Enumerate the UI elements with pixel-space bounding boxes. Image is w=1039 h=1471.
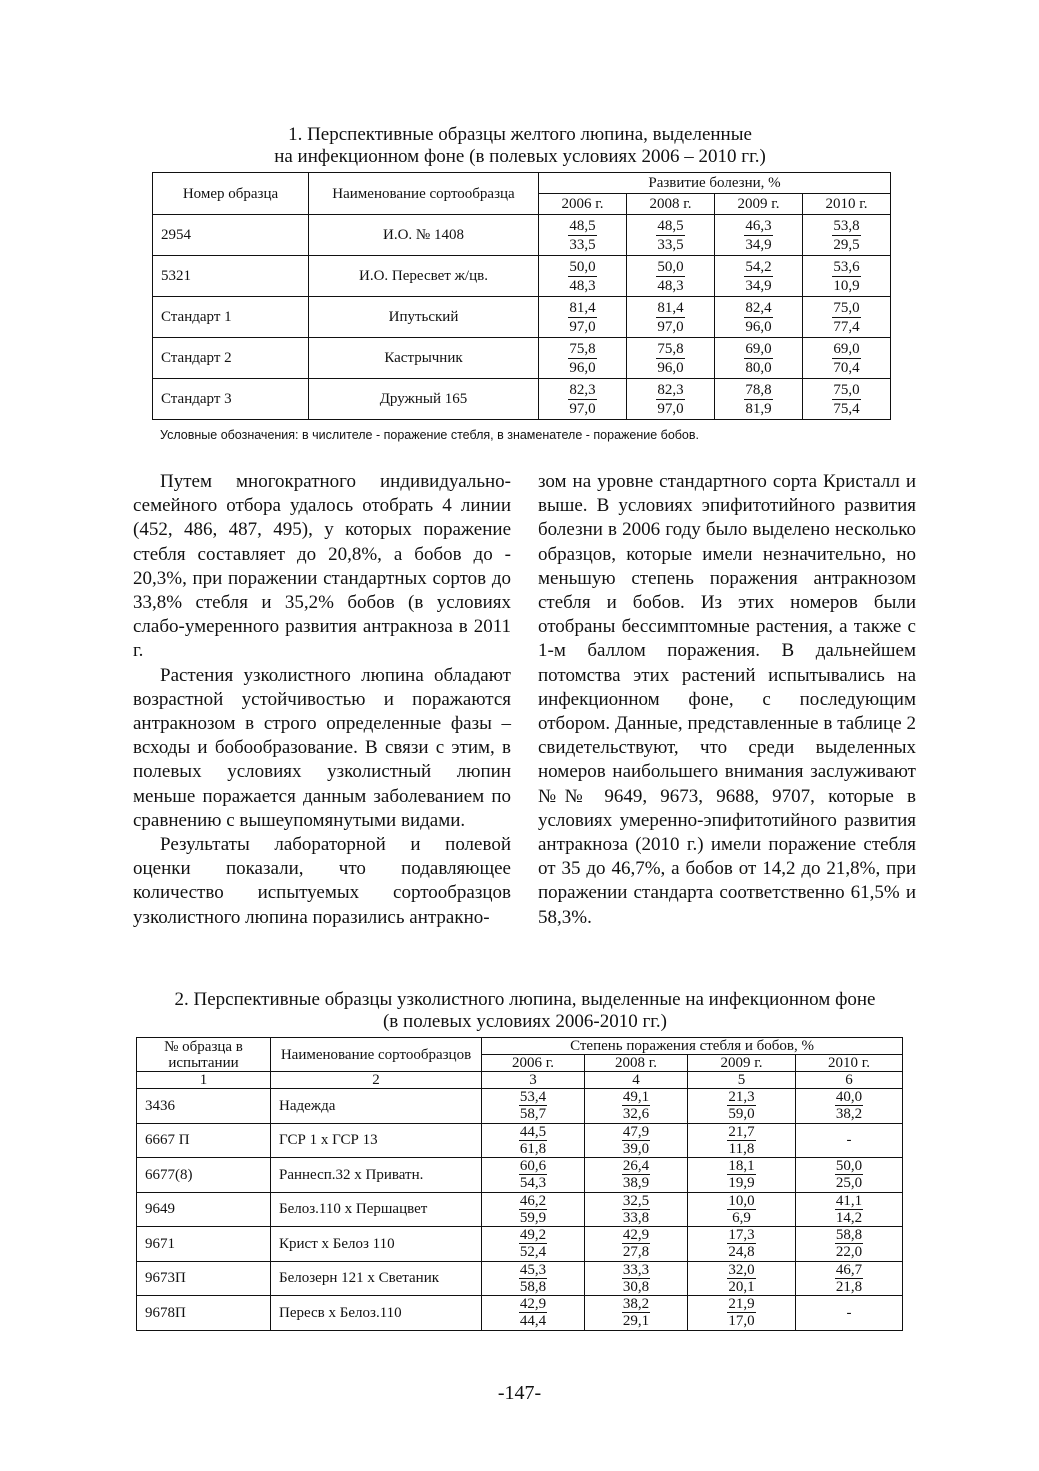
fraction <box>835 1262 863 1295</box>
sample-name-cell: Белозерн 121 х Светаник <box>271 1261 482 1296</box>
fraction <box>832 340 860 377</box>
value-cell <box>627 338 715 379</box>
fraction <box>832 381 860 418</box>
table2-colnum: 6 <box>796 1072 903 1089</box>
fraction <box>727 1124 755 1157</box>
table-row <box>137 1192 903 1227</box>
pod-damage-value: 70,4 <box>833 359 860 376</box>
value-cell <box>688 1296 796 1331</box>
fraction <box>727 1296 755 1329</box>
table1-header-year: 2006 г. <box>539 194 627 215</box>
table-row <box>137 1227 903 1262</box>
sample-name-cell: Белоз.110 х Першацвет <box>271 1192 482 1227</box>
pod-damage-value: 75,4 <box>833 400 860 417</box>
pod-damage-value: 38,9 <box>622 1175 650 1192</box>
value-cell <box>482 1261 585 1296</box>
pod-damage-value: 52,4 <box>519 1244 547 1261</box>
table1-header-number: Номер образца <box>153 173 309 215</box>
table-row <box>137 1123 903 1158</box>
value-cell <box>585 1227 688 1262</box>
table2-header-name: Наименование сортообразцов <box>271 1038 482 1072</box>
value-cell <box>585 1296 688 1331</box>
fraction <box>622 1262 650 1295</box>
stem-damage-value: 45,3 <box>519 1261 547 1278</box>
pod-damage-value: 30,8 <box>622 1278 650 1295</box>
stem-damage-value: 50,0 <box>835 1158 863 1175</box>
value-cell <box>627 215 715 256</box>
fraction <box>744 217 772 254</box>
stem-damage-value: 21,9 <box>728 1296 755 1313</box>
value-cell <box>688 1089 796 1124</box>
table2-header-year: 2006 г. <box>482 1055 585 1072</box>
stem-damage-value: 75,0 <box>833 381 860 398</box>
pod-damage-value: 77,4 <box>833 318 860 335</box>
fraction <box>835 1089 863 1122</box>
pod-damage-value: 80,0 <box>745 359 772 376</box>
table2-colnum: 1 <box>137 1072 271 1089</box>
fraction <box>727 1158 755 1191</box>
value-cell <box>715 215 803 256</box>
value-cell <box>803 338 891 379</box>
fraction <box>519 1158 547 1191</box>
pod-damage-value: 59,9 <box>519 1209 547 1226</box>
value-cell <box>803 297 891 338</box>
sample-name-cell: И.О. Пересвет ж/цв. <box>309 256 539 297</box>
pod-damage-value: 6,9 <box>732 1209 751 1226</box>
stem-damage-value: 21,3 <box>728 1089 755 1106</box>
stem-damage-value: 46,3 <box>745 217 772 234</box>
pod-damage-value: 19,9 <box>728 1175 755 1192</box>
stem-damage-value: 26,4 <box>622 1158 650 1175</box>
pod-damage-value: 59,0 <box>728 1106 755 1123</box>
stem-damage-value: 82,4 <box>745 299 772 316</box>
fraction <box>727 1193 755 1226</box>
fraction <box>832 217 860 254</box>
stem-damage-value: 21,7 <box>728 1123 755 1140</box>
stem-damage-value: 46,2 <box>519 1192 547 1209</box>
value-cell <box>539 338 627 379</box>
stem-damage-value: 82,3 <box>657 381 684 398</box>
stem-damage-value: 17,3 <box>728 1227 755 1244</box>
fraction <box>622 1089 650 1122</box>
pod-damage-value: 97,0 <box>569 400 596 417</box>
table-row <box>137 1089 903 1124</box>
pod-damage-value: 58,8 <box>519 1278 547 1295</box>
fraction <box>519 1227 547 1260</box>
sample-number-cell: 3436 <box>137 1089 271 1124</box>
pod-damage-value: 81,9 <box>745 400 772 417</box>
value-cell <box>539 379 627 420</box>
stem-damage-value: 46,7 <box>835 1261 863 1278</box>
stem-damage-value: 69,0 <box>745 340 772 357</box>
table-row <box>153 379 891 420</box>
stem-damage-value: 41,1 <box>835 1192 863 1209</box>
table1-legend: Условные обозначения: в числителе - поражение стебля, в знаменателе - поражение бобов. <box>160 428 699 442</box>
table-row <box>137 1296 903 1331</box>
pod-damage-value: 96,0 <box>569 359 596 376</box>
pod-damage-value: 33,5 <box>657 236 684 253</box>
sample-number-cell: Стандарт 1 <box>153 297 309 338</box>
stem-damage-value: 42,9 <box>519 1296 547 1313</box>
value-cell <box>715 297 803 338</box>
stem-damage-value: 78,8 <box>745 381 772 398</box>
sample-number-cell: 6667 П <box>137 1123 271 1158</box>
stem-damage-value: 48,5 <box>657 217 684 234</box>
paragraph: зом на уровне стандартного сорта Кристалл и выше. В условиях эпифитотийного развития болезни в 2006 году было выделено несколько образцов, которые имели незначительно, но меньшую степень поражения антракнозом стебля и бобов. Из этих номеров были отобраны бессимптомные растения, а также с 1-м баллом поражения. В дальнейшем потомства этих растений испытывались на инфекционном фоне, с последующим отбором. Данные, представленные в таблице 2 свидетельствуют, что среди выделенных номеров наибольшего внимания заслуживают №№ 9649, 9673, 9688, 9707, которые в условиях умеренно-эпифитотийного развития антракноза (2010 г.) имели поражение стебля от 35 до 46,7%, а бобов от 14,2 до 21,8%, при поражении стандарта соответственно 61,5% и 58,3%. <box>538 471 916 928</box>
value-cell: - <box>796 1123 903 1158</box>
value-cell <box>796 1089 903 1124</box>
sample-number-cell: 9649 <box>137 1192 271 1227</box>
pod-damage-value: 39,0 <box>622 1140 650 1157</box>
sample-number-cell: Стандарт 2 <box>153 338 309 379</box>
table2-caption <box>110 989 940 1033</box>
sample-name-cell: Кастрычник <box>309 338 539 379</box>
fraction <box>568 258 596 295</box>
table1-caption-line1: 1. Перспективные образцы желтого люпина, выделенные <box>288 124 752 145</box>
fraction <box>519 1089 547 1122</box>
fraction <box>744 381 772 418</box>
sample-name-cell: Надежда <box>271 1089 482 1124</box>
fraction <box>622 1193 650 1226</box>
table1-header-group: Развитие болезни, % <box>539 173 891 194</box>
fraction <box>656 299 684 336</box>
fraction <box>656 381 684 418</box>
pod-damage-value: 33,8 <box>622 1209 650 1226</box>
stem-damage-value: 53,6 <box>833 258 860 275</box>
table2-header-number: № образца в испытании <box>137 1038 271 1072</box>
fraction <box>568 299 596 336</box>
pod-damage-value: 33,5 <box>569 236 596 253</box>
value-cell <box>482 1158 585 1193</box>
stem-damage-value: 54,2 <box>745 258 772 275</box>
pod-damage-value: 34,9 <box>745 277 772 294</box>
pod-damage-value: 38,2 <box>835 1106 863 1123</box>
pod-damage-value: 24,8 <box>728 1244 755 1261</box>
pod-damage-value: 54,3 <box>519 1175 547 1192</box>
value-cell <box>482 1123 585 1158</box>
stem-damage-value: 42,9 <box>622 1227 650 1244</box>
table2-header-year: 2010 г. <box>796 1055 903 1072</box>
fraction <box>568 381 596 418</box>
stem-damage-value: 81,4 <box>569 299 596 316</box>
pod-damage-value: 17,0 <box>728 1313 755 1330</box>
stem-damage-value: 60,6 <box>519 1158 547 1175</box>
value-cell <box>627 256 715 297</box>
stem-damage-value: 69,0 <box>833 340 860 357</box>
sample-name-cell: ГСР 1 х ГСР 13 <box>271 1123 482 1158</box>
fraction <box>622 1158 650 1191</box>
value-cell <box>539 215 627 256</box>
paragraph: Путем многократного индивидуально-семейного отбора удалось отобрать 4 линии (452, 486, 487, 495), у которых поражение стебля составляет до 20,8%, а бобов до - 20,3%, при поражении стандартных сортов до 33,8% стебля и 35,2% бобов (в условиях слабо-умеренного развития антракноза в 2011 г. <box>133 471 511 662</box>
value-cell <box>688 1192 796 1227</box>
table1 <box>152 172 891 420</box>
value-cell: - <box>796 1296 903 1331</box>
pod-damage-value: 11,8 <box>728 1140 755 1157</box>
value-cell <box>803 379 891 420</box>
pod-damage-value: 29,5 <box>833 236 860 253</box>
stem-damage-value: 38,2 <box>622 1296 650 1313</box>
value-cell <box>796 1192 903 1227</box>
value-cell <box>627 379 715 420</box>
fraction <box>656 258 684 295</box>
pod-damage-value: 61,8 <box>519 1140 547 1157</box>
stem-damage-value: 75,8 <box>657 340 684 357</box>
table2-header-year: 2009 г. <box>688 1055 796 1072</box>
sample-number-cell: 2954 <box>153 215 309 256</box>
fraction <box>832 299 860 336</box>
sample-name-cell: Дружный 165 <box>309 379 539 420</box>
fraction <box>835 1227 863 1260</box>
pod-damage-value: 22,0 <box>835 1244 863 1261</box>
pod-damage-value: 29,1 <box>622 1313 650 1330</box>
stem-damage-value: 32,0 <box>728 1261 755 1278</box>
table-row <box>137 1158 903 1193</box>
stem-damage-value: 50,0 <box>569 258 596 275</box>
pod-damage-value: 96,0 <box>745 318 772 335</box>
pod-damage-value: 58,7 <box>519 1106 547 1123</box>
fraction <box>519 1296 547 1329</box>
sample-number-cell: Стандарт 3 <box>153 379 309 420</box>
sample-number-cell: 5321 <box>153 256 309 297</box>
table2-header-group: Степень поражения стебля и бобов, % <box>482 1038 903 1055</box>
value-cell <box>796 1158 903 1193</box>
value-cell <box>715 379 803 420</box>
table2-colnum: 4 <box>585 1072 688 1089</box>
fraction <box>622 1227 650 1260</box>
value-cell <box>688 1261 796 1296</box>
fraction <box>727 1262 755 1295</box>
text-column-right <box>538 470 916 930</box>
fraction <box>656 340 684 377</box>
fraction <box>519 1262 547 1295</box>
table2-colnum: 5 <box>688 1072 796 1089</box>
fraction <box>568 217 596 254</box>
pod-damage-value: 48,3 <box>569 277 596 294</box>
sample-name-cell: И.О. № 1408 <box>309 215 539 256</box>
stem-damage-value: 49,1 <box>622 1089 650 1106</box>
table2-body <box>137 1089 903 1331</box>
stem-damage-value: 10,0 <box>728 1192 755 1209</box>
pod-damage-value: 14,2 <box>835 1209 863 1226</box>
value-cell <box>688 1227 796 1262</box>
value-cell <box>715 256 803 297</box>
stem-damage-value: 48,5 <box>569 217 596 234</box>
stem-damage-value: 44,5 <box>519 1123 547 1140</box>
value-cell <box>539 297 627 338</box>
pod-damage-value: 34,9 <box>745 236 772 253</box>
table2-caption-line1: 2. Перспективные образцы узколистного люпина, выделенные на инфекционном фоне <box>174 989 876 1010</box>
pod-damage-value: 97,0 <box>657 400 684 417</box>
value-cell <box>796 1261 903 1296</box>
stem-damage-value: 50,0 <box>657 258 684 275</box>
fraction <box>835 1193 863 1226</box>
stem-damage-value: 58,8 <box>835 1227 863 1244</box>
fraction <box>519 1124 547 1157</box>
value-cell <box>482 1296 585 1331</box>
table1-header-year: 2009 г. <box>715 194 803 215</box>
pod-damage-value: 48,3 <box>657 277 684 294</box>
pod-damage-value: 10,9 <box>833 277 860 294</box>
fraction <box>832 258 860 295</box>
stem-damage-value: 49,2 <box>519 1227 547 1244</box>
value-cell <box>482 1192 585 1227</box>
table-row <box>137 1261 903 1296</box>
table-row <box>153 256 891 297</box>
text-column-left <box>133 470 511 930</box>
table1-body <box>153 215 891 420</box>
table1-caption <box>150 124 890 168</box>
fraction <box>744 299 772 336</box>
stem-damage-value: 40,0 <box>835 1089 863 1106</box>
value-cell <box>715 338 803 379</box>
value-cell <box>688 1123 796 1158</box>
stem-damage-value: 81,4 <box>657 299 684 316</box>
stem-damage-value: 75,0 <box>833 299 860 316</box>
table-row <box>153 297 891 338</box>
value-cell <box>482 1227 585 1262</box>
stem-damage-value: 75,8 <box>569 340 596 357</box>
stem-damage-value: 53,8 <box>833 217 860 234</box>
fraction <box>744 258 772 295</box>
table2-colnum: 3 <box>482 1072 585 1089</box>
pod-damage-value: 96,0 <box>657 359 684 376</box>
fraction <box>656 217 684 254</box>
value-cell <box>803 256 891 297</box>
paragraph: Результаты лабораторной и полевой оценки показали, что подавляющее количество испытуемых сортообразцов узколистного люпина поразились антракно- <box>133 834 511 928</box>
fraction <box>519 1193 547 1226</box>
sample-number-cell: 9678П <box>137 1296 271 1331</box>
value-cell <box>585 1261 688 1296</box>
stem-damage-value: 53,4 <box>519 1089 547 1106</box>
sample-name-cell: Крист х Белоз 110 <box>271 1227 482 1262</box>
sample-number-cell: 9673П <box>137 1261 271 1296</box>
table1-header-year: 2008 г. <box>627 194 715 215</box>
table2-caption-line2: (в полевых условиях 2006-2010 гг.) <box>382 1011 667 1032</box>
value-cell <box>539 256 627 297</box>
table1-header-name: Наименование сортообразца <box>309 173 539 215</box>
table2-colnum: 2 <box>271 1072 482 1089</box>
fraction <box>622 1296 650 1329</box>
table2 <box>136 1037 903 1331</box>
value-cell <box>585 1123 688 1158</box>
pod-damage-value: 25,0 <box>835 1175 863 1192</box>
pod-damage-value: 32,6 <box>622 1106 650 1123</box>
sample-number-cell: 9671 <box>137 1227 271 1262</box>
table2-header-year: 2008 г. <box>585 1055 688 1072</box>
table1-header-year: 2010 г. <box>803 194 891 215</box>
fraction <box>727 1089 755 1122</box>
value-cell <box>585 1089 688 1124</box>
fraction <box>727 1227 755 1260</box>
table-row <box>153 338 891 379</box>
value-cell <box>688 1158 796 1193</box>
pod-damage-value: 21,8 <box>835 1278 863 1295</box>
sample-name-cell: Ипутьский <box>309 297 539 338</box>
stem-damage-value: 18,1 <box>728 1158 755 1175</box>
table1-caption-line2: на инфекционном фоне (в полевых условиях 2006 – 2010 гг.) <box>274 146 766 167</box>
sample-name-cell: Раннесп.32 х Приватн. <box>271 1158 482 1193</box>
stem-damage-value: 32,5 <box>622 1192 650 1209</box>
page-number: -147- <box>497 1382 542 1404</box>
table-row <box>153 215 891 256</box>
fraction <box>568 340 596 377</box>
fraction <box>744 340 772 377</box>
value-cell <box>803 215 891 256</box>
stem-damage-value: 82,3 <box>569 381 596 398</box>
value-cell <box>585 1158 688 1193</box>
sample-name-cell: Пересв х Белоз.110 <box>271 1296 482 1331</box>
paragraph: Растения узколистного люпина обладают возрастной устойчивостью и поражаются антракнозом в строго определенные фазы – всходы и бобообразование. В связи с этим, в полевых условиях узколистный люпин меньше поражается данным заболеванием по сравнению с вышеупомянутыми видами. <box>133 664 511 831</box>
sample-number-cell: 6677(8) <box>137 1158 271 1193</box>
pod-damage-value: 97,0 <box>657 318 684 335</box>
pod-damage-value: 20,1 <box>728 1278 755 1295</box>
value-cell <box>482 1089 585 1124</box>
pod-damage-value: 97,0 <box>569 318 596 335</box>
fraction <box>835 1158 863 1191</box>
pod-damage-value: 27,8 <box>622 1244 650 1261</box>
stem-damage-value: 33,3 <box>622 1261 650 1278</box>
stem-damage-value: 47,9 <box>622 1123 650 1140</box>
value-cell <box>627 297 715 338</box>
pod-damage-value: 44,4 <box>519 1313 547 1330</box>
fraction <box>622 1124 650 1157</box>
value-cell <box>796 1227 903 1262</box>
value-cell <box>585 1192 688 1227</box>
